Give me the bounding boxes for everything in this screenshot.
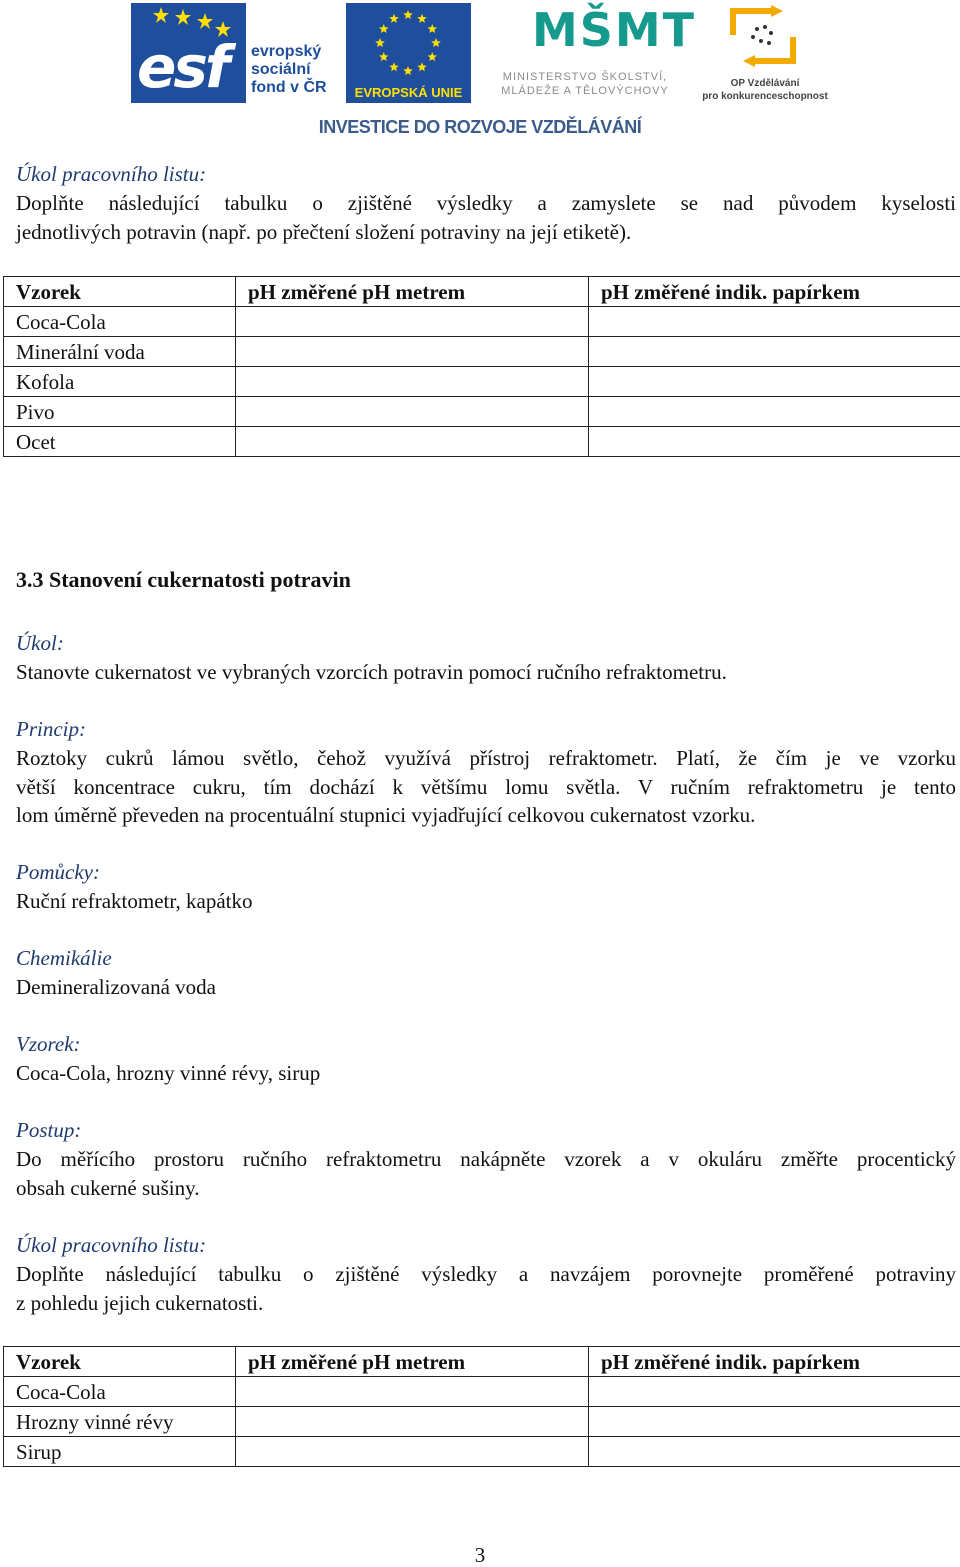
task1-line2: jednotlivých potravin (např. po přečtení složení potraviny na její etiketě).: [16, 218, 956, 247]
chemikalie-heading: Chemikálie: [16, 944, 956, 973]
eu-star-icon: [403, 10, 413, 19]
msmt-mark: MŠMT: [532, 0, 696, 60]
eu-label: EVROPSKÁ UNIE: [346, 85, 471, 101]
table-header-row: [4, 1347, 960, 1377]
pomucky-heading: Pomůcky:: [16, 858, 956, 887]
postup-line1: Do měřícího prostoru ručního refraktometru nakápněte vzorek a v okuláru změřte procentický: [16, 1145, 956, 1174]
table-sugar: [3, 1346, 960, 1467]
table-header-cell: pH změřené pH metrem: [236, 277, 589, 307]
sample-name-cell: Sirup: [4, 1437, 236, 1467]
postup-line2: obsah cukerné sušiny.: [16, 1174, 956, 1203]
eu-star-icon: [428, 24, 438, 33]
sample-name-cell: Coca-Cola: [4, 307, 236, 337]
task2-heading: Úkol pracovního listu:: [16, 1231, 956, 1260]
pomucky-text: Ruční refraktometr, kapátko: [16, 887, 956, 916]
result-cell[interactable]: [236, 397, 589, 427]
vzorek-heading: Vzorek:: [16, 1030, 956, 1059]
esf-line3: fond v ČR: [251, 79, 327, 97]
investice-banner: INVESTICE DO ROZVOJE VZDĚLÁVÁNÍ: [300, 117, 660, 138]
msmt-logo: [480, 0, 690, 105]
op-arrows-icon: [727, 5, 799, 67]
task1-line1: Doplňte následující tabulku o zjištěné výsledky a zamyslete se nad původem kyselosti: [16, 189, 956, 218]
logo-banner: [0, 0, 960, 140]
page-number: 3: [0, 1543, 960, 1567]
sample-name-cell: Pivo: [4, 397, 236, 427]
result-cell[interactable]: [236, 1437, 589, 1467]
op-logo: [695, 3, 835, 103]
vzorek-text: Coca-Cola, hrozny vinné révy, sirup: [16, 1059, 956, 1088]
op-text: [695, 77, 835, 103]
esf-line1: evropský: [251, 43, 327, 61]
sample-name-cell: Ocet: [4, 427, 236, 457]
table-ph: [3, 276, 960, 457]
table-row: [4, 1377, 960, 1407]
table-header-cell: pH změřené indik. papírkem: [589, 277, 960, 307]
princip-line1: Roztoky cukrů lámou světlo, čehož využívá přístroj refraktometr. Platí, že čím je ve vzorku: [16, 744, 956, 773]
eu-flag-logo: [346, 3, 471, 103]
eu-star-icon: [431, 38, 441, 47]
result-cell[interactable]: [589, 307, 960, 337]
eu-star-icon: [375, 38, 385, 47]
sample-name-cell: Minerální voda: [4, 337, 236, 367]
sample-name-cell: Coca-Cola: [4, 1377, 236, 1407]
chemikalie-text: Demineralizovaná voda: [16, 973, 956, 1002]
table-header-cell: pH změřené indik. papírkem: [589, 1347, 960, 1377]
op-line2: pro konkurenceschopnost: [695, 90, 835, 103]
table-row: [4, 307, 960, 337]
eu-stars-icon: [346, 3, 471, 83]
result-cell[interactable]: [589, 337, 960, 367]
eu-star-icon: [403, 66, 413, 75]
msmt-line1: MINISTERSTVO ŠKOLSTVÍ,: [480, 70, 690, 84]
table-header-row: [4, 277, 960, 307]
sample-name-cell: Kofola: [4, 367, 236, 397]
princip-line3: lom úměrně převeden na procentuální stupnici vyjadřující celkovou cukernatost vzorku.: [16, 801, 956, 830]
esf-text: [251, 43, 327, 97]
esf-mark: [131, 3, 246, 103]
task1-heading: Úkol pracovního listu:: [16, 160, 956, 189]
result-cell[interactable]: [589, 367, 960, 397]
result-cell[interactable]: [236, 337, 589, 367]
table-header-cell: pH změřené pH metrem: [236, 1347, 589, 1377]
table-row: [4, 1407, 960, 1437]
result-cell[interactable]: [236, 307, 589, 337]
esf-letters: esf: [137, 37, 227, 97]
eu-star-icon: [389, 62, 399, 71]
result-cell[interactable]: [236, 427, 589, 457]
table-row: [4, 1437, 960, 1467]
eu-star-icon: [379, 52, 389, 61]
princip-heading: Princip:: [16, 715, 956, 744]
result-cell[interactable]: [589, 1407, 960, 1437]
princip-line2: větší koncentrace cukru, tím dochází k většímu lomu světla. V ručním refraktometru je tento: [16, 773, 956, 802]
eu-star-icon: [417, 14, 427, 23]
table-header-cell: Vzorek: [4, 277, 236, 307]
table-row: [4, 427, 960, 457]
ukol-text: Stanovte cukernatost ve vybraných vzorcích potravin pomocí ručního refraktometru.: [16, 658, 956, 687]
result-cell[interactable]: [236, 1377, 589, 1407]
task2-line2: z pohledu jejich cukernatosti.: [16, 1289, 956, 1318]
section-title: 3.3 Stanovení cukernatosti potravin: [16, 565, 351, 594]
table-row: [4, 397, 960, 427]
result-cell[interactable]: [589, 397, 960, 427]
task2-line1: Doplňte následující tabulku o zjištěné výsledky a navzájem porovnejte proměřené potraviny: [16, 1260, 956, 1289]
result-cell[interactable]: [589, 1377, 960, 1407]
sample-name-cell: Hrozny vinné révy: [4, 1407, 236, 1437]
eu-star-icon: [417, 62, 427, 71]
table-header-cell: Vzorek: [4, 1347, 236, 1377]
table-row: [4, 337, 960, 367]
postup-heading: Postup:: [16, 1116, 956, 1145]
eu-star-icon: [379, 24, 389, 33]
ukol-heading: Úkol:: [16, 629, 956, 658]
eu-star-icon: [389, 14, 399, 23]
eu-star-icon: [428, 52, 438, 61]
result-cell[interactable]: [236, 1407, 589, 1437]
msmt-line2: MLÁDEŽE A TĚLOVÝCHOVY: [480, 84, 690, 98]
msmt-text: [480, 70, 690, 98]
esf-line2: sociální: [251, 61, 327, 79]
result-cell[interactable]: [589, 1437, 960, 1467]
op-line1: OP Vzdělávání: [695, 77, 835, 90]
table-row: [4, 367, 960, 397]
esf-logo: [131, 3, 336, 103]
result-cell[interactable]: [236, 367, 589, 397]
result-cell[interactable]: [589, 427, 960, 457]
